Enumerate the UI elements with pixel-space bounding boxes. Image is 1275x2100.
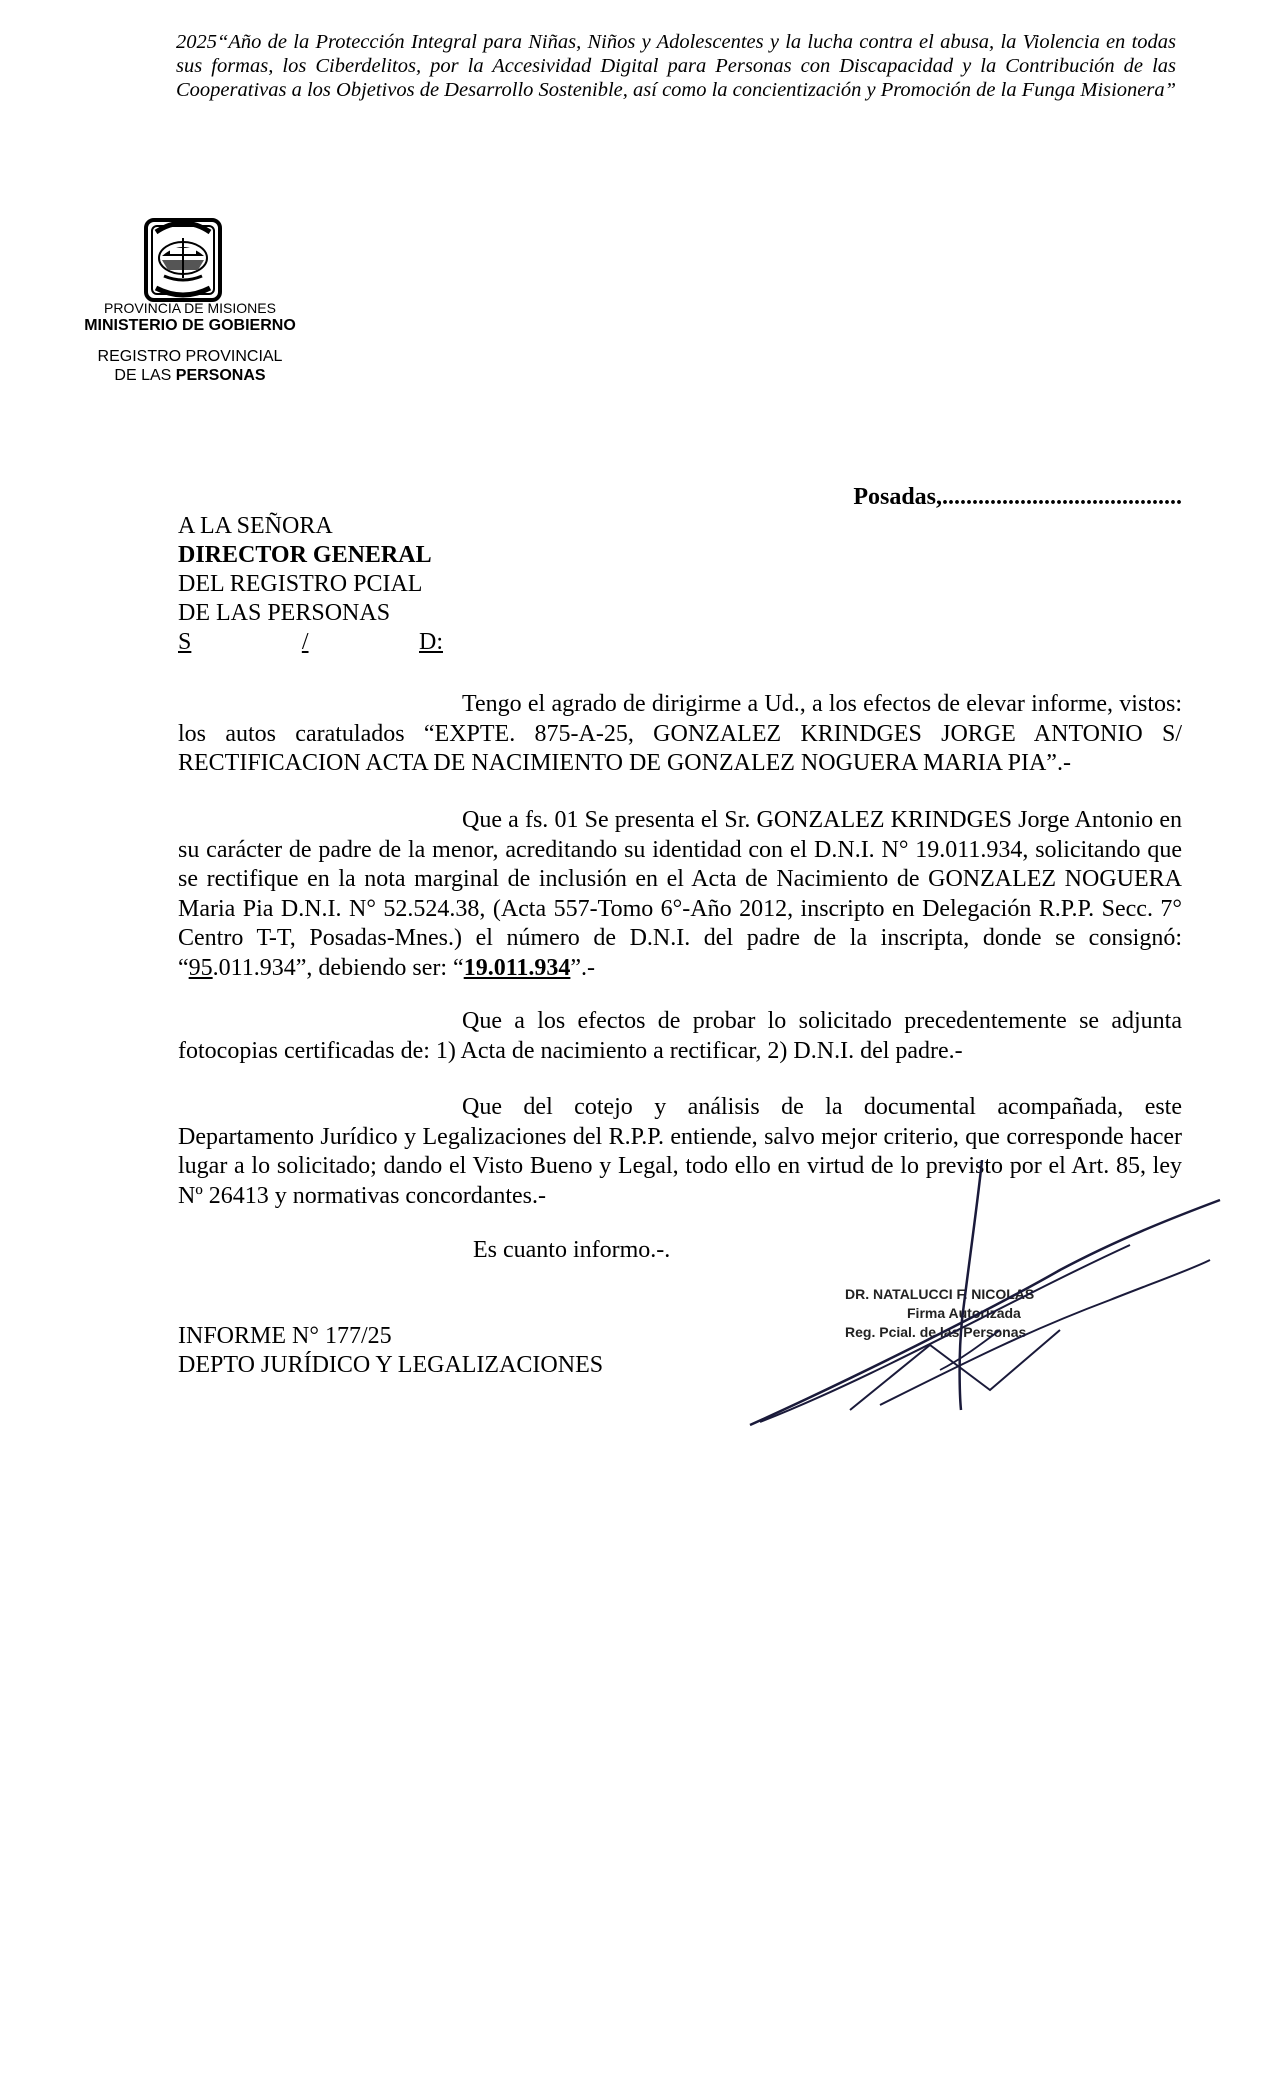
stamp-role: Firma Autorizada bbox=[907, 1305, 1021, 1321]
stamp-name: DR. NATALUCCI F. NICOLAS bbox=[845, 1286, 1035, 1302]
office-province: PROVINCIA DE MISIONES bbox=[104, 300, 276, 316]
paragraph-2-text-c: ”.- bbox=[570, 954, 596, 981]
sd-s: S bbox=[178, 629, 192, 655]
paragraph-1-text: Tengo el agrado de dirigirme a Ud., a los efectos de elevar informe, vistos: los autos caratulados “EXPTE. 875-A-25, GONZALEZ KRINDGES JORGE ANTONIO S/ RECTIFICACION ACTA DE NACIMIENTO DE GONZALEZ NOGUERA MARIA PIA”.- bbox=[178, 691, 1182, 776]
place-date: Posadas,........................................ bbox=[853, 484, 1182, 510]
addressee-line4: DE LAS PERSONAS bbox=[178, 600, 391, 626]
office-registry-sub-pre: DE LAS bbox=[114, 367, 176, 384]
closing-line: Es cuanto informo.-. bbox=[473, 1237, 671, 1263]
issuing-office-block bbox=[60, 300, 320, 386]
report-department: DEPTO JURÍDICO Y LEGALIZACIONES bbox=[178, 1352, 604, 1378]
addressee-line2: DIRECTOR GENERAL bbox=[178, 542, 432, 568]
province-seal-logo bbox=[140, 210, 226, 306]
addressee-block bbox=[178, 512, 443, 657]
report-block bbox=[178, 1322, 603, 1380]
handwritten-signature bbox=[730, 1160, 1230, 1440]
office-ministry: MINISTERIO DE GOBIERNO bbox=[84, 317, 296, 334]
paragraph-4-text: Que del cotejo y análisis de la documental acompañada, este Departamento Jurídico y Legalizaciones del R.P.P. entiende, salvo mejor criterio, que corresponde hacer lugar a lo solicitado; dando el Visto Bueno y Legal, todo ello en virtud de lo previsto por el Art. 85, ley Nº 26413 y normativas concordantes.- bbox=[178, 1094, 1182, 1209]
stamp-entity: Reg. Pcial. de las Personas bbox=[845, 1324, 1027, 1340]
addressee-line3: DEL REGISTRO PCIAL bbox=[178, 571, 423, 597]
office-registry: REGISTRO PROVINCIAL bbox=[97, 348, 283, 365]
sd-line bbox=[178, 628, 443, 657]
addressee-line1: A LA SEÑORA bbox=[178, 513, 333, 539]
wrong-dni-prefix: 95 bbox=[188, 954, 213, 981]
sd-slash: / bbox=[301, 629, 309, 655]
paragraph-1 bbox=[178, 690, 1182, 779]
sd-d: D: bbox=[419, 629, 443, 655]
report-number: INFORME N° 177/25 bbox=[178, 1323, 392, 1349]
office-registry-sub-bold: PERSONAS bbox=[175, 367, 266, 384]
paragraph-2 bbox=[178, 806, 1182, 983]
header-motto: 2025“Año de la Protección Integral para Niñas, Niños y Adolescentes y la lucha contra el abusa, la Violencia en todas sus formas, los Ciberdelitos, por la Accesividad Digital para Personas con Discapacidad y la Contribución de las Cooperativas a los Objetivos de Desarrollo Sostenible, así como la concientización y Promoción de la Funga Misionera” bbox=[176, 31, 1177, 101]
paragraph-2-text-b: .011.934”, debiendo ser: “ bbox=[212, 954, 464, 981]
paragraph-3 bbox=[178, 1007, 1182, 1066]
paragraph-3-text: Que a los efectos de probar lo solicitado precedentemente se adjunta fotocopias certificadas de: 1) Acta de nacimiento a rectificar, 2) D.N.I. del padre.- bbox=[178, 1008, 1182, 1064]
office-registry-sub bbox=[60, 366, 320, 386]
paragraph-2-text-a: Que a fs. 01 Se presenta el Sr. GONZALEZ KRINDGES Jorge Antonio en su carácter de padre de la menor, acreditando su identidad con el D.N.I. N° 19.011.934, solicitando que se rectifique en la nota marginal de inclusión en el Acta de Nacimiento de GONZALEZ NOGUERA Maria Pia D.N.I. N° 52.524.38, (Acta 557-Tomo 6°-Año 2012, inscripto en Delegación R.P.P. Secc. 7° Centro T-T, Posadas-Mnes.) el número de D.N.I. del padre de la inscripta, donde se consignó: “ bbox=[178, 807, 1182, 981]
correct-dni: 19.011.934 bbox=[463, 954, 571, 981]
